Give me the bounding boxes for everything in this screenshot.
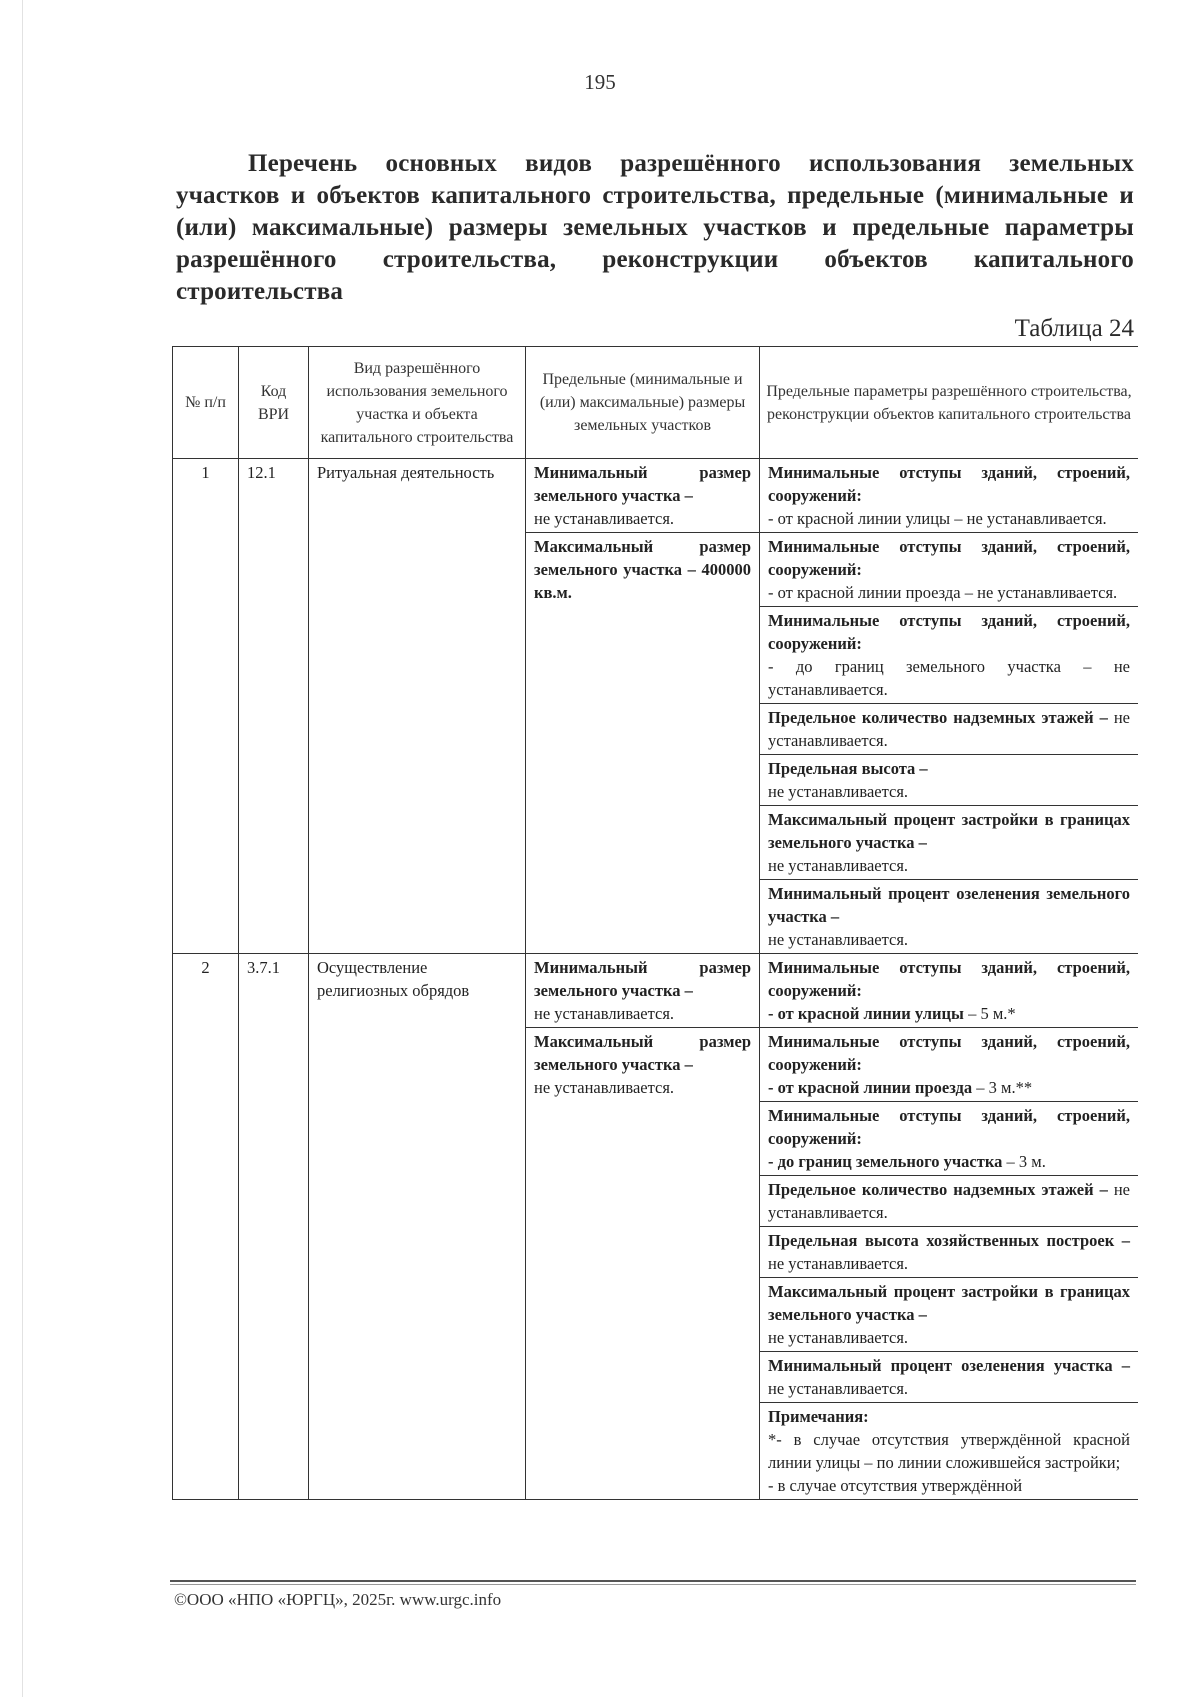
param-text: не устанавливается. (768, 1254, 909, 1273)
param-label: Минимальные отступы зданий, строений, сооружений: (768, 611, 1130, 653)
header-code: Код ВРИ (239, 347, 309, 459)
param-text: не устанавливается. (768, 1180, 1130, 1222)
param-cell (760, 1352, 1139, 1403)
table-header-row (173, 347, 1139, 459)
row-code: 12.1 (239, 459, 309, 954)
size-value: не устанавливается. (534, 1004, 675, 1023)
notes-text: *- в случае отсутствия утверждённой красной линии улицы – по линии сложившейся застройки; (768, 1430, 1130, 1472)
footer-divider-thin (170, 1584, 1136, 1585)
param-cell (760, 1176, 1139, 1227)
table-container (172, 346, 1138, 1564)
row-kind: Осуществление религиозных обрядов (309, 954, 526, 1500)
param-text: - от красной линии улицы – не устанавливается. (768, 509, 1107, 528)
param-label: Минимальный процент озеленения участка – (768, 1356, 1130, 1375)
size-cell (526, 533, 760, 954)
param-label: Предельная высота – (768, 759, 928, 778)
table-row (173, 459, 1139, 533)
permitted-use-table (172, 346, 1138, 1500)
table-caption: Таблица 24 (1014, 315, 1134, 342)
size-label: Минимальный размер земельного участка – (534, 958, 751, 1000)
param-sublabel: - до границ земельного участка (768, 1152, 1003, 1171)
size-cell (526, 459, 760, 533)
row-code: 3.7.1 (239, 954, 309, 1500)
footer-copyright: ©ООО «НПО «ЮРГЦ», 2025г. www.urgc.info (174, 1590, 502, 1609)
notes-label: Примечания: (768, 1407, 869, 1426)
param-label: Предельное количество надземных этажей – (768, 1180, 1108, 1199)
param-label: Минимальные отступы зданий, строений, сооружений: (768, 958, 1130, 1000)
size-cell (526, 954, 760, 1028)
param-cell (760, 880, 1139, 954)
param-text: – 3 м. (1006, 1152, 1046, 1171)
footer-divider (170, 1580, 1136, 1582)
param-cell (760, 704, 1139, 755)
size-label: Минимальный размер земельного участка – (534, 463, 751, 505)
param-cell (760, 755, 1139, 806)
param-text: не устанавливается. (768, 708, 1130, 750)
table-row (173, 954, 1139, 1028)
param-cell (760, 607, 1139, 704)
param-cell (760, 954, 1139, 1028)
param-text: не устанавливается. (768, 856, 909, 875)
size-cell (526, 1028, 760, 1500)
document-title: Перечень основных видов разрешённого использования земельных участков и объектов капитального строительства, предельные (минимальные и (или) максимальные) размеры земельных участков и предельные параметры разрешённого строительства, реконструкции объектов капитального строительства (176, 150, 1134, 305)
param-label: Предельное количество надземных этажей – (768, 708, 1108, 727)
param-text: - от красной линии проезда – не устанавливается. (768, 583, 1118, 602)
param-text: не устанавливается. (768, 1328, 909, 1347)
param-label: Минимальные отступы зданий, строений, сооружений: (768, 1032, 1130, 1074)
param-label: Максимальный процент застройки в границах земельного участка – (768, 1282, 1130, 1324)
param-cell (760, 806, 1139, 880)
size-label: Максимальный размер земельного участка – 400000 кв.м. (534, 537, 751, 602)
param-label: Предельная высота хозяйственных построек – (768, 1231, 1130, 1250)
param-sublabel: - от красной линии улицы (768, 1004, 964, 1023)
header-num: № п/п (173, 347, 239, 459)
size-label: Максимальный размер земельного участка – (534, 1032, 751, 1074)
param-cell (760, 1403, 1139, 1500)
size-value: не устанавливается. (534, 1078, 675, 1097)
size-value: не устанавливается. (534, 509, 675, 528)
row-num: 2 (173, 954, 239, 1500)
row-kind: Ритуальная деятельность (309, 459, 526, 954)
param-cell (760, 1227, 1139, 1278)
param-cell (760, 459, 1139, 533)
param-text: – 3 м.** (976, 1078, 1033, 1097)
param-label: Минимальные отступы зданий, строений, сооружений: (768, 1106, 1130, 1148)
param-cell (760, 1102, 1139, 1176)
notes-text-continued: - в случае отсутствия утверждённой (768, 1476, 1023, 1495)
row-num: 1 (173, 459, 239, 954)
param-text: не устанавливается. (768, 930, 909, 949)
param-text: не устанавливается. (768, 1379, 909, 1398)
header-kind: Вид разрешённого использования земельного участка и объекта капитального строительства (309, 347, 526, 459)
param-label: Максимальный процент застройки в границах земельного участка – (768, 810, 1130, 852)
param-cell (760, 1028, 1139, 1102)
header-params: Предельные параметры разрешённого строительства, реконструкции объектов капитального строительства (760, 347, 1139, 459)
param-text: не устанавливается. (768, 782, 909, 801)
page-number: 195 (584, 70, 616, 94)
scan-edge-line (22, 0, 23, 1697)
param-label: Минимальные отступы зданий, строений, сооружений: (768, 463, 1130, 505)
param-label: Минимальный процент озеленения земельного участка – (768, 884, 1130, 926)
header-sizes: Предельные (минимальные и (или) максимальные) размеры земельных участков (526, 347, 760, 459)
param-text: - до границ земельного участка – не устанавливается. (768, 657, 1130, 699)
param-label: Минимальные отступы зданий, строений, сооружений: (768, 537, 1130, 579)
param-cell (760, 1278, 1139, 1352)
param-sublabel: - от красной линии проезда (768, 1078, 973, 1097)
param-cell (760, 533, 1139, 607)
param-text: – 5 м.* (968, 1004, 1016, 1023)
